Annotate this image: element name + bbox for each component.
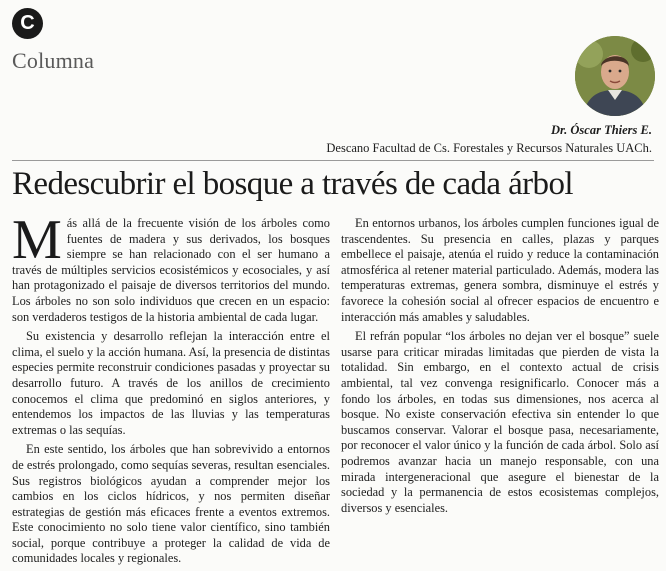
article-paragraph bbox=[12, 209, 330, 325]
author-role: Descano Facultad de Cs. Forestales y Recursos Naturales UACh. bbox=[326, 141, 652, 155]
author-avatar bbox=[575, 36, 655, 116]
article-column-right bbox=[341, 216, 659, 520]
article-title: Redescubrir el bosque a través de cada árbol bbox=[12, 166, 573, 202]
article-paragraph: En este sentido, los árboles que han sobrevivido a entornos de estrés prolongado, como sequías severas, resultan esenciales. Sus registros biológicos ayudan a comprender mejor los cambios en los ciclos hídricos, y nos permiten diseñar estrategias de gestión más eficaces frente a eventos extremos. Este conocimiento no solo tiene valor científico, sino también social, porque contribuye a proteger la calidad de vida de comunidades locales y regionales. bbox=[12, 442, 330, 566]
article-paragraph: Su existencia y desarrollo reflejan la interacción entre el clima, el suelo y la acción humana. Así, la presencia de distintas especies permite reconstruir condiciones pasadas y proyectar su desarrollo futuro. A través de los anillos de crecimiento conocemos el clima que predominó en siglos anteriores, y entendemos los impactos de las lluvias y las temperaturas extremas o las sequías. bbox=[12, 329, 330, 437]
section-label: Columna bbox=[12, 48, 95, 73]
column-badge: C bbox=[12, 8, 43, 39]
article-paragraph: En entornos urbanos, los árboles cumplen funciones igual de trascendentes. Su presencia en calles, plazas y parques embellece el paisaje, atenúa el ruido y reduce la contaminación atmosférica al retener material particulado. Además, modera las temperaturas extremas, genera sombra, disminuye el estrés y favorece la cohesión social al ofrecer espacios de encuentro e interacción más amables y saludables. bbox=[341, 216, 659, 324]
paragraph-text: ás allá de la frecuente visión de los árboles como fuentes de madera y sus derivados, los bosques siempre se han relacionado con el ser humano a través de múltiples servicios ecosistémicos y ecosociales, y así han protagonizado el paisaje de diversos territorios del mundo. Los árboles no son solo individuos que crecen en un espacio: son verdaderos testigos de la historia ambiental de cada lugar. bbox=[12, 216, 330, 324]
drop-cap: M bbox=[12, 209, 62, 271]
author-portrait-image bbox=[575, 36, 655, 116]
author-name: Dr. Óscar Thiers E. bbox=[550, 123, 652, 137]
header-divider bbox=[12, 160, 654, 161]
article-paragraph: El refrán popular “los árboles no dejan ver el bosque” suele usarse para criticar miradas limitadas que pierden de vista la totalidad. Sin embargo, en el contexto actual de crisis ambiental, tal vez convenga resignificarlo. Conocer más a fondo los árboles, en todas sus dimensiones, nos acerca al bosque. No existe conservación efectiva sin entender lo que buscamos conservar. Valorar el bosque pasa, necesariamente, por reconocer el valor único y la función de cada árbol. Solo así podremos avanzar hacia un manejo responsable, con una mirada intergeneracional que asegure el bienestar de la sociedad y la permanencia de estos ecosistemas complejos, diversos y esenciales. bbox=[341, 329, 659, 515]
article-column-left bbox=[12, 209, 330, 571]
